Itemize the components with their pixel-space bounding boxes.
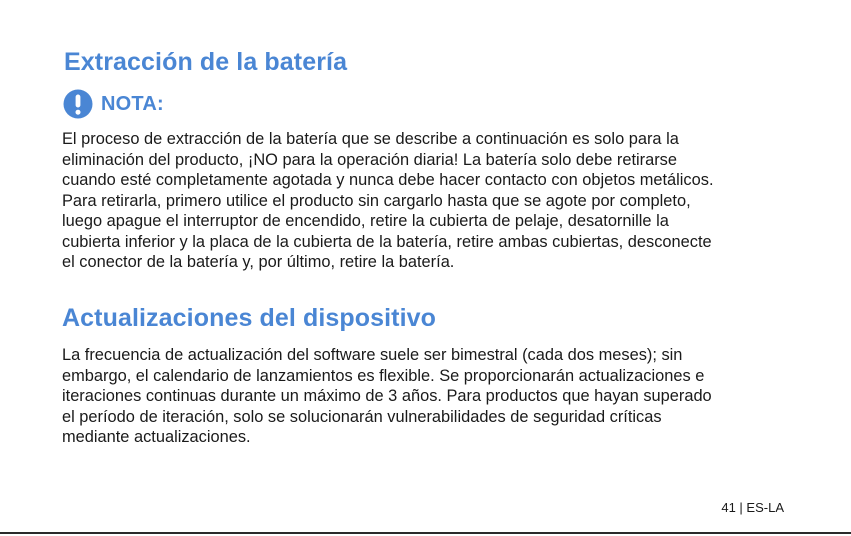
paragraph-line: cubierta inferior y la placa de la cubierta de la batería, retire ambas cubiertas, desconecte xyxy=(62,232,712,251)
paragraph-line: embargo, el calendario de lanzamientos es flexible. Se proporcionarán actualizaciones e xyxy=(62,366,705,385)
device-updates-paragraph xyxy=(62,345,712,448)
paragraph-line: cuando esté completamente agotada y nunca debe hacer contacto con objetos metálicos. xyxy=(62,171,714,189)
battery-removal-paragraph xyxy=(62,129,714,273)
paragraph-line: Para retirarla, primero utilice el producto sin cargarlo hasta que se agote por completo, xyxy=(62,191,691,210)
note-callout xyxy=(63,89,164,119)
section-title-device-updates: Actualizaciones del dispositivo xyxy=(62,304,437,332)
exclamation-circle-icon xyxy=(63,89,93,119)
paragraph-line: luego apague el interruptor de encendido, retire la cubierta de pelaje, desatornille la xyxy=(62,212,669,230)
paragraph-line: eliminación del producto, ¡NO para la operación diaria! La batería solo debe retirarse xyxy=(62,150,677,169)
paragraph-line: iteraciones continuas durante un máximo de 3 años. Para productos que hayan superado xyxy=(62,387,712,405)
bottom-divider xyxy=(0,532,851,534)
paragraph-line: el conector de la batería y, por último, retire la batería. xyxy=(62,253,455,271)
paragraph-line: La frecuencia de actualización del software suele ser bimestral (cada dos meses); sin xyxy=(62,346,683,364)
note-label: NOTA: xyxy=(101,92,164,115)
paragraph-line: mediante actualizaciones. xyxy=(62,428,251,446)
paragraph-line: el período de iteración, solo se solucionarán vulnerabilidades de seguridad críticas xyxy=(62,407,662,426)
paragraph-line: El proceso de extracción de la batería que se describe a continuación es solo para la xyxy=(62,130,679,148)
section-title-battery-removal: Extracción de la batería xyxy=(64,48,348,76)
page-number: 41 | ES-LA xyxy=(721,500,784,515)
